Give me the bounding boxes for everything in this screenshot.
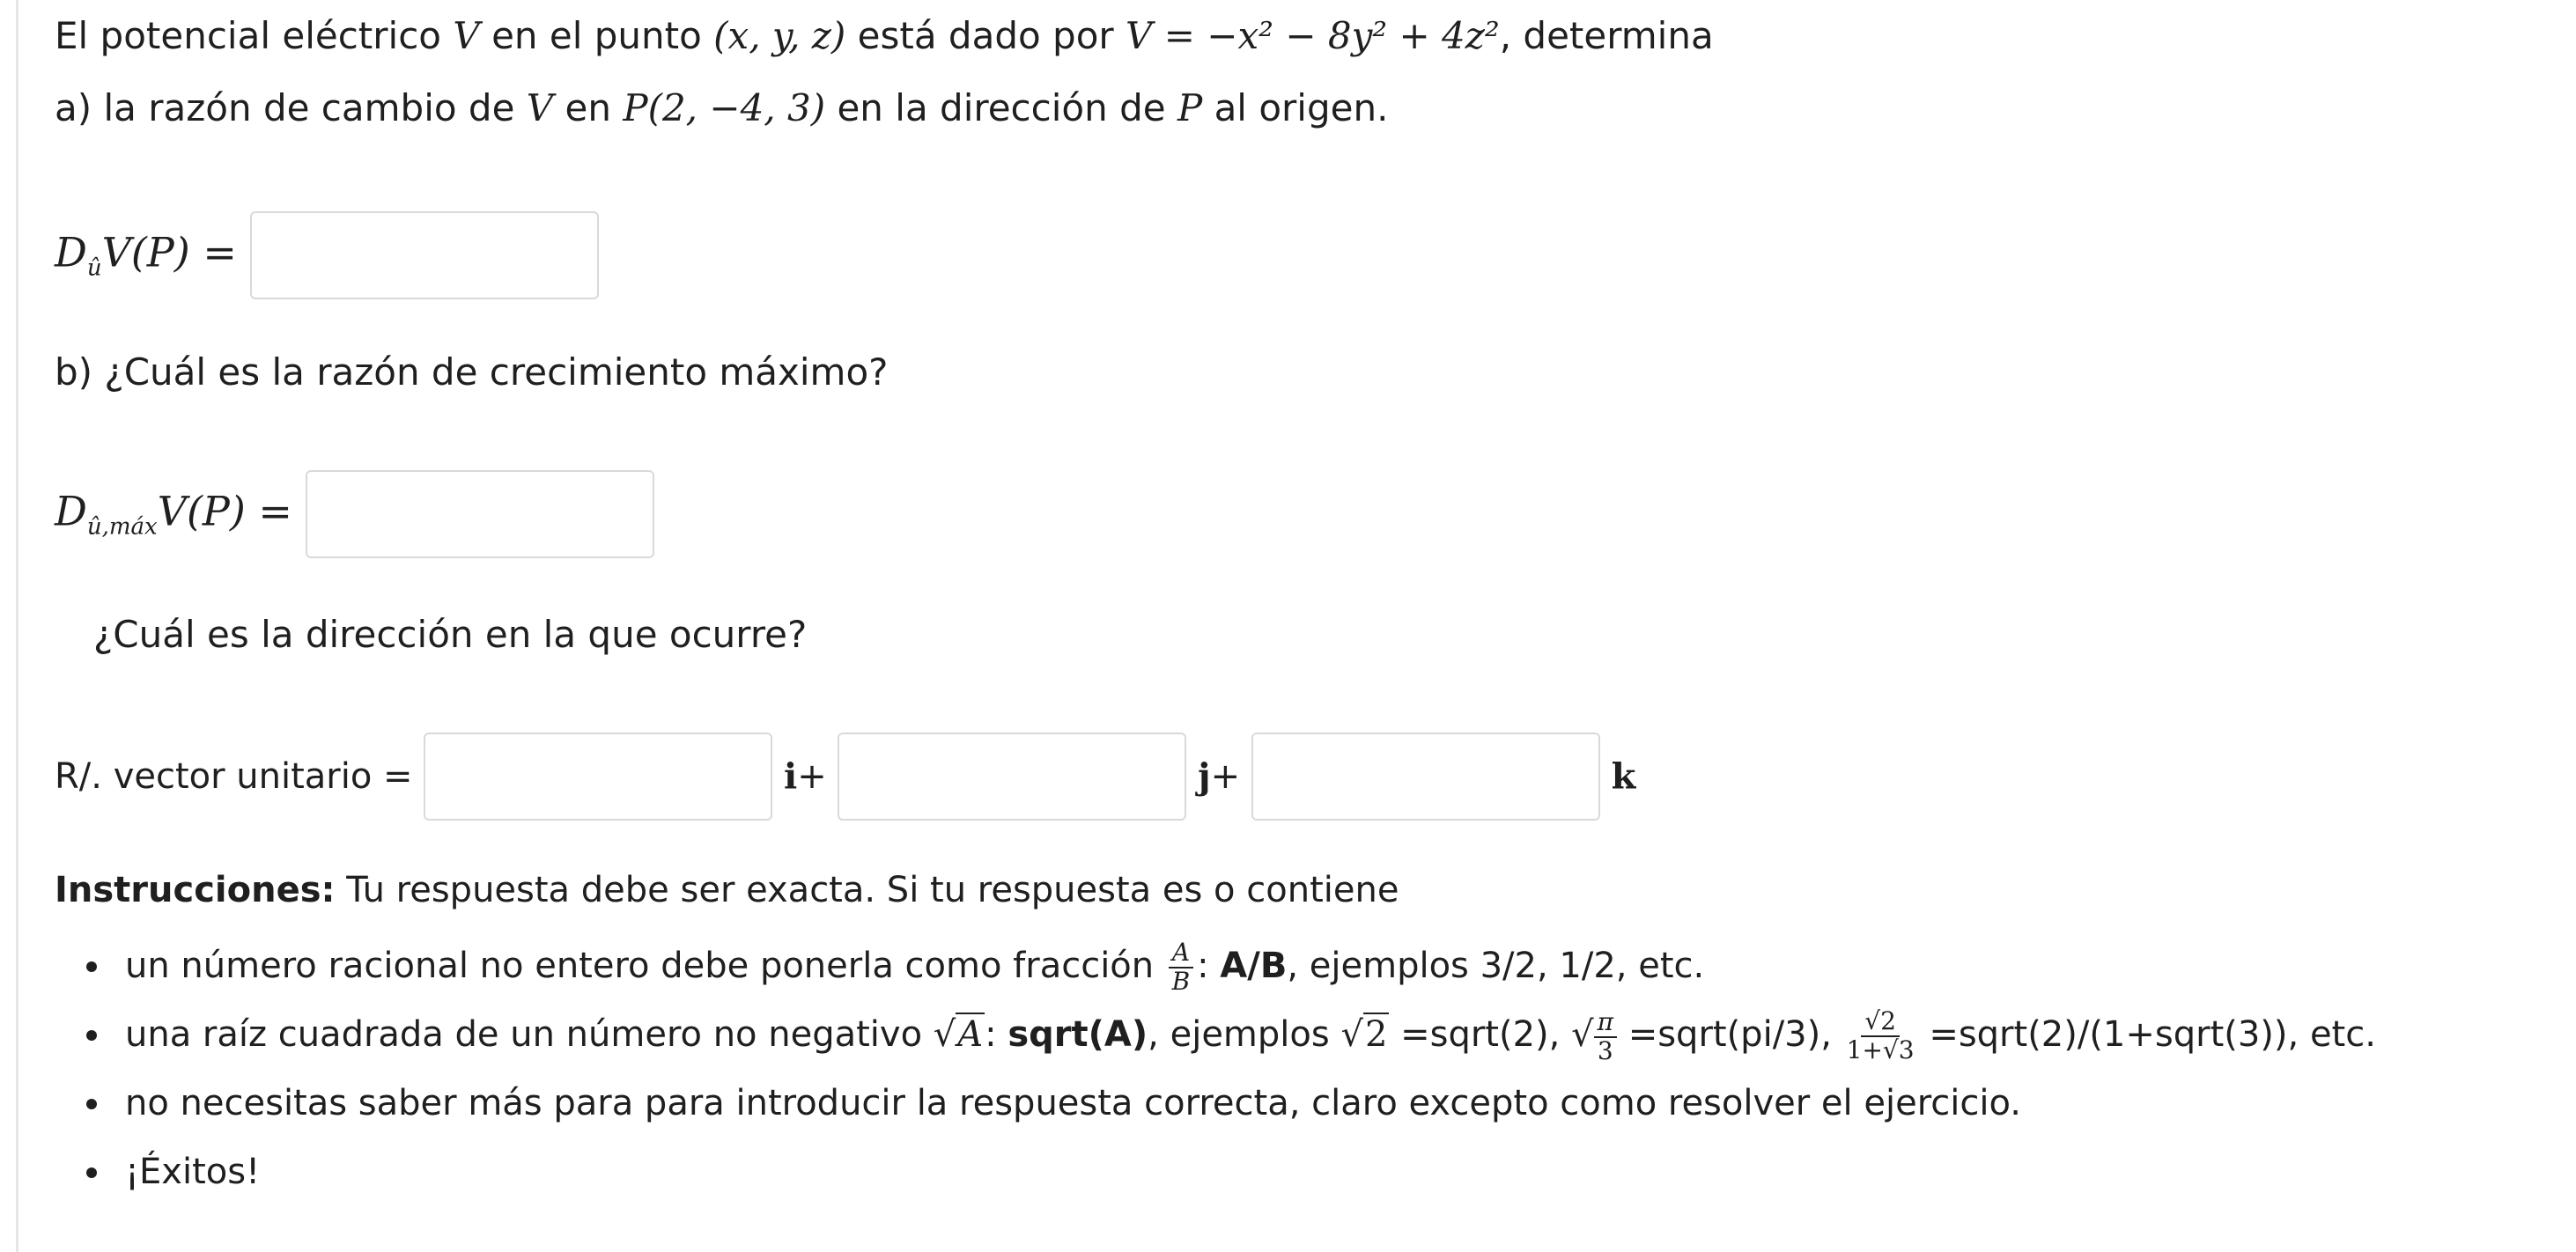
bullet1-code: A/B [1220,946,1288,986]
pi-den: 3 [1597,1036,1613,1065]
bullet2-ex3-code: =sqrt(2)/(1+sqrt(3)), etc. [1929,1014,2376,1055]
frac-den: B [1171,967,1191,996]
unit-vector-row [55,733,1635,821]
i-label: i [784,755,798,798]
fraction-a-b [1169,939,1193,996]
part-a-answer-row [55,211,599,299]
bullet1-text: un número racional no entero debe ponerla como fracción [125,946,1155,986]
unit-vector-label: R/. vector unitario = [55,756,413,797]
unit-vector-i-input[interactable] [424,733,772,821]
intro-prefix: El potencial eléctrico [55,14,441,57]
derivative-rest: V(P) = [101,228,237,276]
sqrt-2-arg: 2 [1364,1014,1388,1055]
instructions-intro-text: Tu respuesta debe ser exacta. Si tu respuesta es o contiene [346,870,1399,910]
part-a-direction-text: en la dirección de [837,86,1166,129]
frac-num: A [1169,939,1193,968]
sqrt2-den: 1+√3 [1846,1035,1915,1064]
part-a-label: a) la razón de cambio de [55,86,515,129]
bullet1-examples: , ejemplos 3/2, 1/2, etc. [1287,946,1705,986]
unit-vector-j-input[interactable] [838,733,1186,821]
point-xyz: (x, y, z) [713,14,846,57]
list-item: ¡Éxitos! [125,1138,2376,1206]
plus-j: + [1210,756,1241,797]
part-a-var-p: P [1177,86,1203,129]
point-p: P(2, −4, 3) [623,86,826,129]
j-label: j [1198,755,1211,798]
bullet2-text: una raíz cuadrada de un número no negativo [125,1014,923,1055]
list-item: no necesitas saber más para para introducir la respuesta correcta, claro excepto como resolver el ejercicio. [125,1069,2376,1138]
k-label: k [1611,755,1636,798]
directional-derivative-input[interactable] [250,211,599,299]
sqrt-a: √A [933,1014,984,1055]
list-item: un número racional no entero debe ponerla como fracción $\frac{A}{B}$ : A/B, ejemplos 3/2, 1/2, etc. [125,932,2376,1000]
unit-vector-k-input[interactable] [1251,733,1600,821]
max-derivative-rest: V(P) = [157,487,292,535]
part-a-tail: al origen. [1214,86,1389,129]
intro-suffix: , determina [1499,14,1714,57]
max-derivative-subscript: û,máx [86,513,158,541]
sqrt-2: √2 [1340,1014,1388,1055]
part-b-answer-row [55,470,654,558]
fraction-sqrt2 [1847,1008,1915,1064]
plus-i: + [797,756,827,797]
max-derivative-d: D [55,487,87,535]
pi-num: π [1594,1009,1617,1038]
instructions-title: Instrucciones: [55,870,336,910]
intro-given: está dado por [857,14,1114,57]
instructions-intro [55,870,1399,910]
potential-formula: V = −x² − 8y² + 4z² [1126,14,1500,57]
part-a-var-v: V [526,86,554,129]
bullet2-ex-label: , ejemplos [1148,1014,1330,1055]
part-a-en: en [565,86,611,129]
derivative-subscript: û [86,254,102,282]
problem-statement [55,14,1714,57]
part-b-question: b) ¿Cuál es la razón de crecimiento máximo? [55,350,889,394]
instructions-list [55,932,2376,1206]
sqrt-pi-3: √ $\frac{\pi}{3}$ [1571,1014,1617,1055]
direction-question: ¿Cuál es la dirección en la que ocurre? [93,613,808,656]
sqrt2-num: √2 [1861,1008,1900,1037]
derivative-d: D [55,228,87,276]
bullet2-ex1-code: =sqrt(2), [1400,1014,1561,1055]
list-item: una raíz cuadrada de un número no negativo √A: sqrt(A), ejemplos √2 =sqrt(2), √ $\frac{\pi}{3}$ =sqrt(pi/3), $\frac{√2}{1+√3}$ =sqrt(2)/(1+sqrt(3)), etc. [125,1000,2376,1069]
left-border [16,0,18,1252]
bullet2-ex2-code: =sqrt(pi/3), [1628,1014,1832,1055]
part-a-question [55,86,1388,129]
max-rate-input[interactable] [306,470,654,558]
sqrt-a-arg: A [957,1014,984,1055]
var-v: V [453,14,480,57]
bullet2-code: sqrt(A) [1008,1014,1148,1055]
intro-mid: en el punto [491,14,702,57]
